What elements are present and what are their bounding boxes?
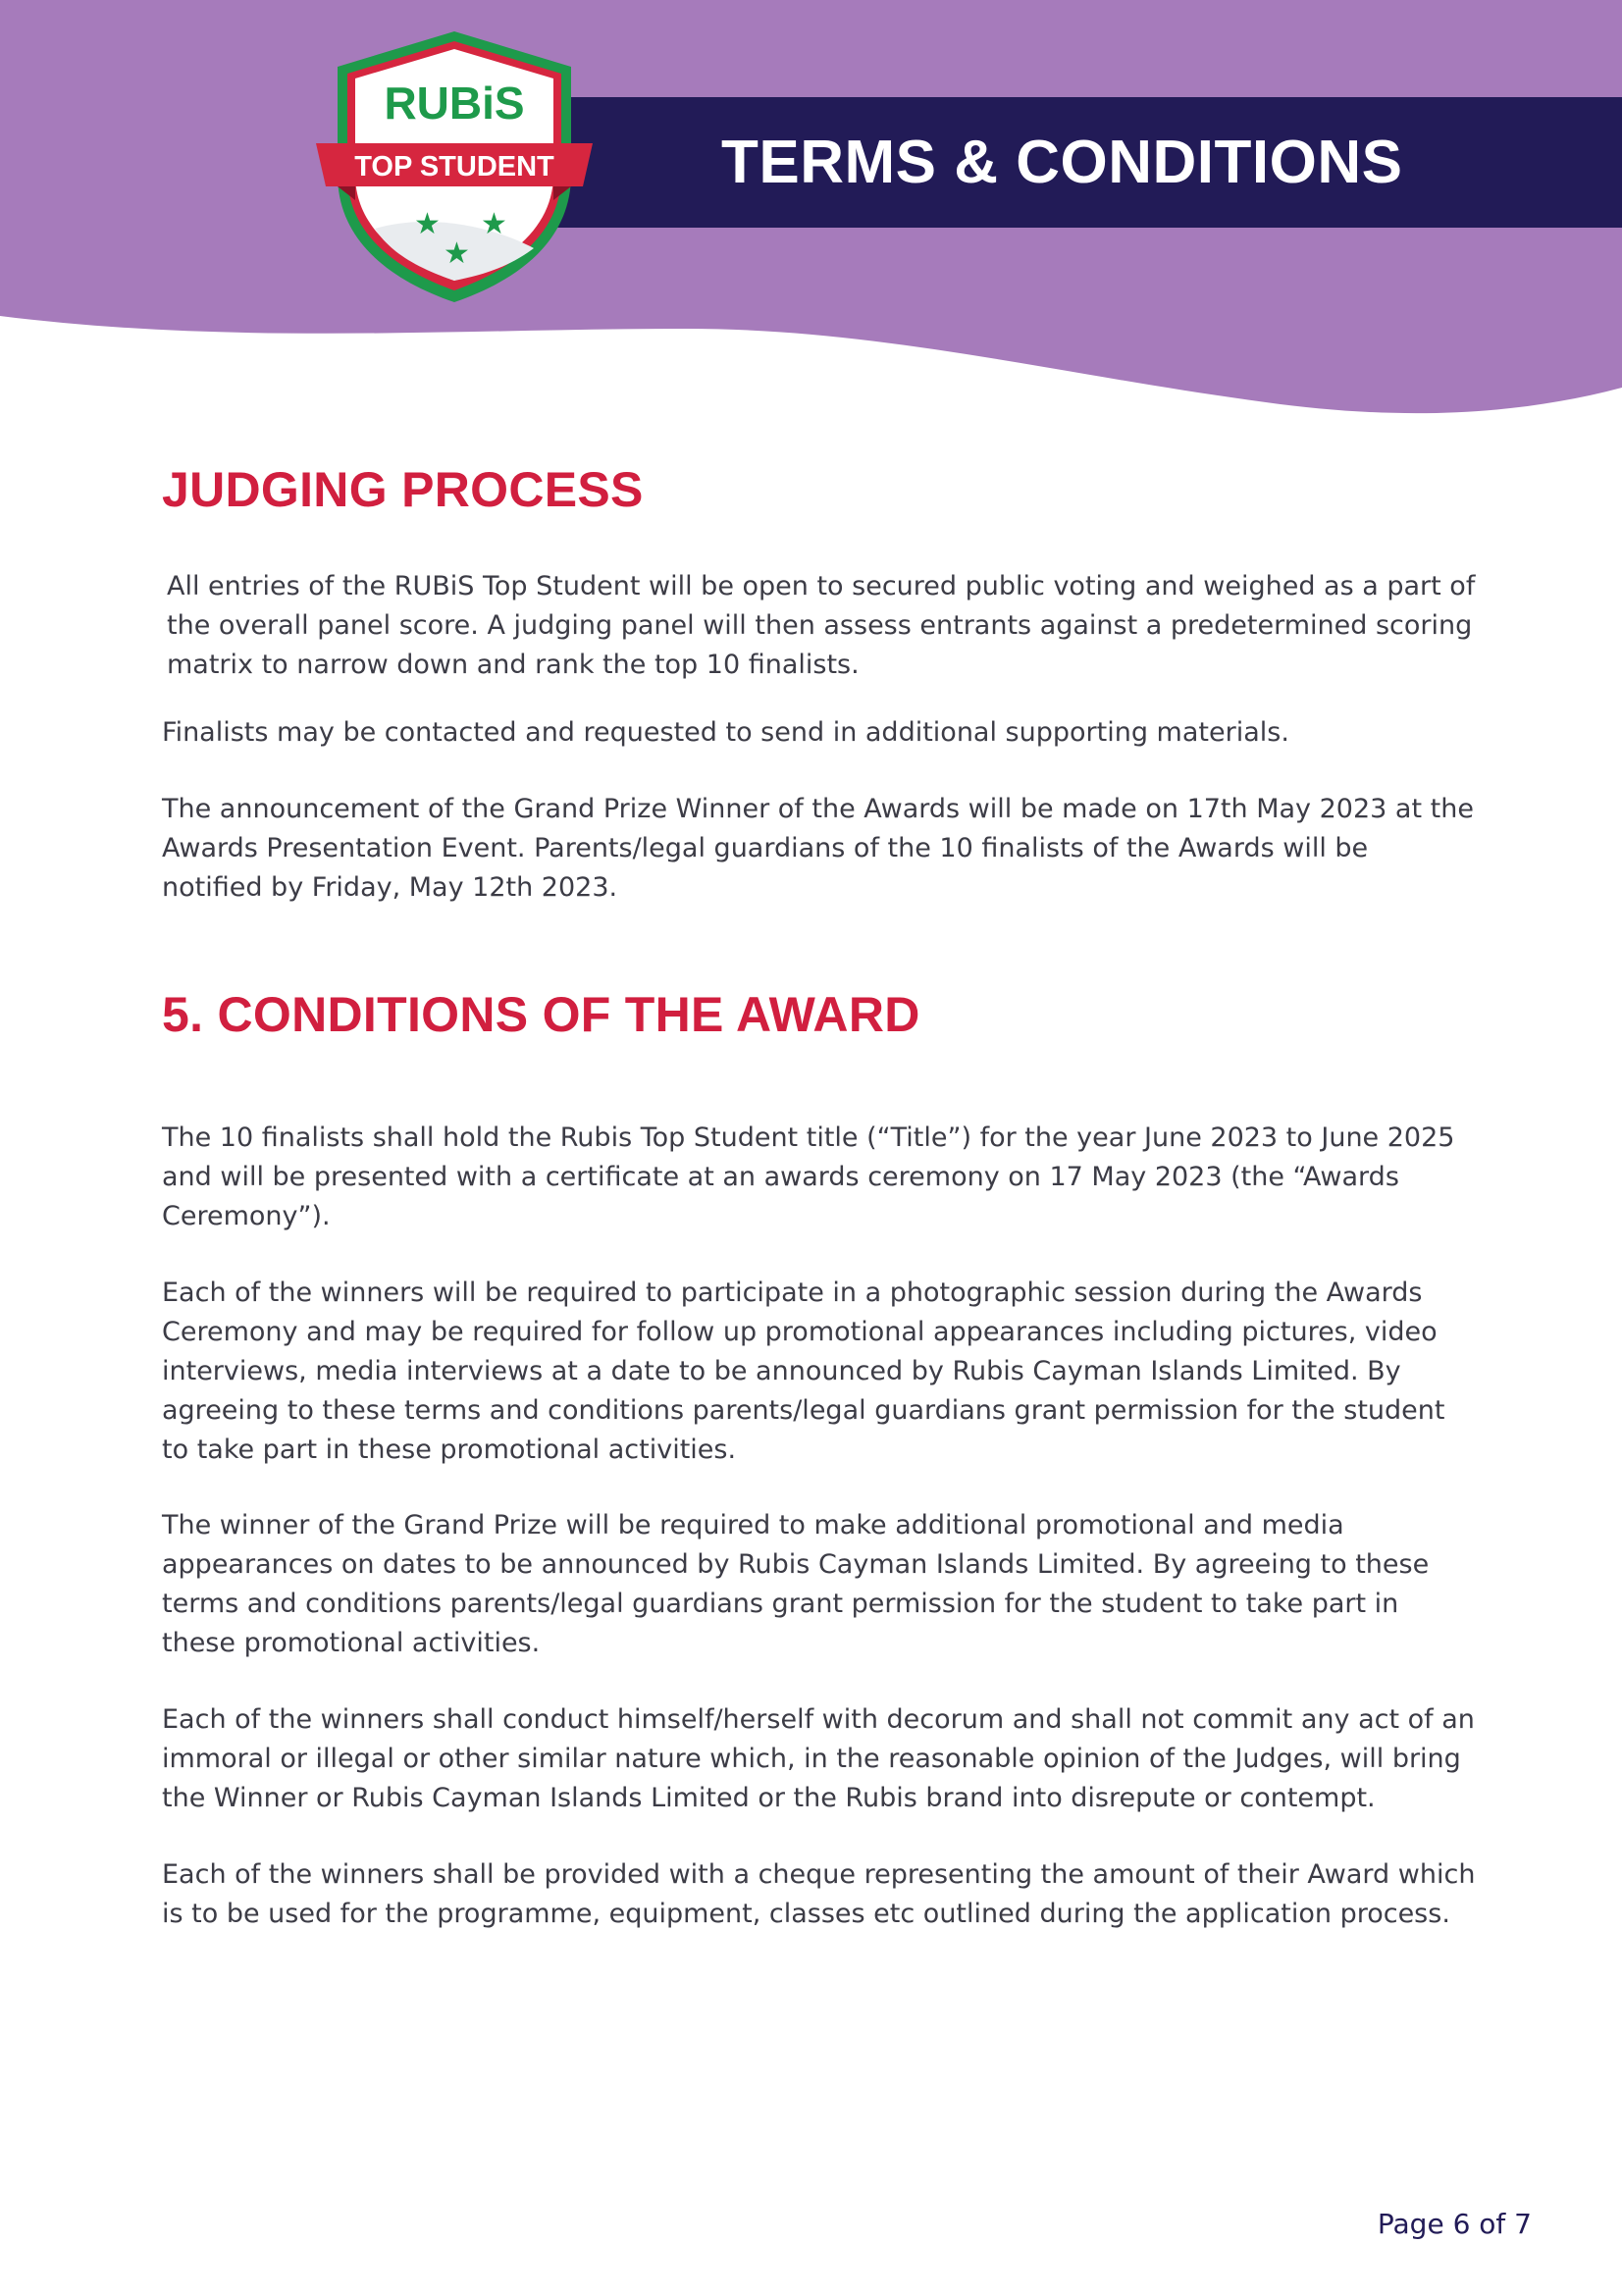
- page-title: TERMS & CONDITIONS: [721, 129, 1403, 196]
- star-icon: ★: [481, 207, 507, 241]
- star-icon: ★: [414, 207, 441, 241]
- conditions-paragraph-5: Each of the winners shall be provided with a cheque representing the amount of their Award which is to be used for the programme, equipment, classes etc outlined during the application process.: [162, 1859, 1476, 1929]
- judging-process-heading: JUDGING PROCESS: [162, 462, 644, 517]
- conditions-paragraph-3: The winner of the Grand Prize will be required to make additional promotional and media appearances on dates to be announced by Rubis Cayman Islands Limited. By agreeing to these terms and conditions parents/legal guardians grant permission for the student to take part in these promotional activities.: [162, 1510, 1430, 1658]
- page-number: Page 6 of 7: [1377, 2208, 1532, 2240]
- judging-paragraph-1: All entries of the RUBiS Top Student will be open to secured public voting and weighed as a part of the overall panel score. A judging panel will then assess entrants against a predetermined scoring matrix to narrow down and rank the top 10 finalists.: [167, 571, 1476, 680]
- conditions-paragraph-2: Each of the winners will be required to participate in a photographic session during the Awards Ceremony and may be required for follow up promotional appearances including pictures, video interviews, media interviews at a date to be announced by Rubis Cayman Islands Limited. By agreeing to these terms and conditions parents/legal guardians grant permission for the student to take part in these promotional activities.: [162, 1278, 1445, 1465]
- conditions-paragraph-1: The 10 finalists shall hold the Rubis Top Student title (“Title”) for the year June 2023 to June 2025 and will be presented with a certificate at an awards ceremony on 17 May 2023 (the “Awards Ceremony”).: [162, 1122, 1455, 1231]
- conditions-paragraph-4: Each of the winners shall conduct himself/herself with decorum and shall not commit any act of an immoral or illegal or other similar nature which, in the reasonable opinion of the Judges, will bring the Winner or Rubis Cayman Islands Limited or the Rubis brand into disrepute or contempt.: [162, 1704, 1475, 1813]
- logo-brand-text: RUBiS: [384, 78, 525, 129]
- judging-paragraph-2: Finalists may be contacted and requested to send in additional supporting materials.: [162, 717, 1289, 748]
- star-icon: ★: [444, 236, 470, 271]
- conditions-of-award-heading: 5. CONDITIONS OF THE AWARD: [162, 987, 920, 1042]
- logo-ribbon-text: TOP STUDENT: [354, 151, 554, 183]
- rubis-top-student-logo: [316, 27, 593, 306]
- judging-paragraph-3: The announcement of the Grand Prize Winner of the Awards will be made on 17th May 2023 at the Awards Presentation Event. Parents/legal guardians of the 10 finalists of the Awards will be notified by Friday, May 12th 2023.: [162, 794, 1474, 903]
